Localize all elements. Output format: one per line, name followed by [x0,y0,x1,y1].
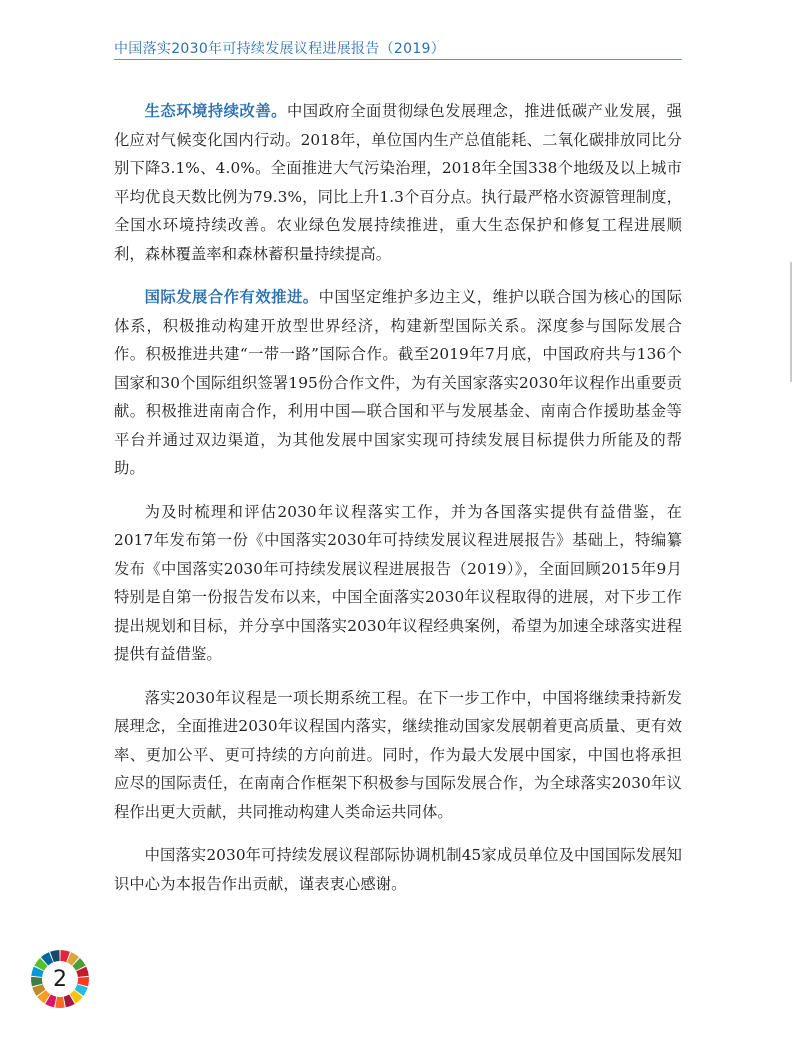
paragraph-text: 落实2030年议程是一项长期系统工程。在下一步工作中，中国将继续秉持新发展理念，全面推进2030年议程国内落实，继续推动国家发展朝着更高质量、更有效率、更加公平、更可持续的方向前进。同时，作为最大发展中国家，中国也将承担应尽的国际责任，在南南合作框架下积极参与国际发展合作，为全球落实2030年议程作出更大贡献，共同推动构建人类命运共同体。 [114,688,682,821]
paragraph-text: 中国政府全面贯彻绿色发展理念，推进低碳产业发展，强化应对气候变化国内行动。2018年，单位国内生产总值能耗、二氧化碳排放同比分别下降3.1%、4.0%。全面推进大气污染治理，2018年全国338个地级及以上城市平均优良天数比例为79.3%，同比上升1.3个百分点。执行最严格水资源管理制度，全国水环境持续改善。农业绿色发展持续推进，重大生态保护和修复工程进展顺利，森林覆盖率和森林蓄积量持续提高。 [114,102,682,263]
body-text [114,97,682,913]
paragraph-lead: 国际发展合作有效推进。 [144,288,319,306]
running-header: 中国落实2030年可持续发展议程进展报告（2019） [114,41,446,57]
paragraph-text: 中国坚定维护多边主义，维护以联合国为核心的国际体系，积极推动构建开放型世界经济，构建新型国际关系。深度参与国际发展合作。积极推进共建“一带一路”国际合作。截至2019年7月底，中国政府共与136个国家和30个国际组织签署195份合作文件，为有关国家落实2030年议程作出重要贡献。积极推进南南合作，利用中国—联合国和平与发展基金、南南合作援助基金等平台并通过双边渠道，为其他发展中国家实现可持续发展目标提供力所能及的帮助。 [114,288,682,477]
paragraph-next-steps [114,684,682,827]
header-rule [114,59,682,60]
paragraph-lead: 生态环境持续改善。 [144,102,287,120]
paragraph-international-cooperation [114,283,682,483]
page-edge-marker [790,262,792,382]
paragraph-ecology [114,97,682,268]
paragraph-text: 为及时梳理和评估2030年议程落实工作，并为各国落实提供有益借鉴，在2017年发布第一份《中国落实2030年可持续发展议程进展报告》基础上，特编纂发布《中国落实2030年可持续发展议程进展报告（2019）》，全面回顾2015年9月特别是自第一份报告发布以来，中国全面落实2030年议程取得的进展，对下步工作提出规划和目标，并分享中国落实2030年议程经典案例，希望为加速全球落实进程提供有益借鉴。 [114,502,682,663]
paragraph-text: 中国落实2030年可持续发展议程部际协调机制45家成员单位及中国国际发展知识中心为本报告作出贡献，谨表衷心感谢。 [114,846,682,893]
paragraph-acknowledgement [114,841,682,898]
page-number: 2 [53,966,67,992]
paragraph-report-purpose [114,498,682,669]
